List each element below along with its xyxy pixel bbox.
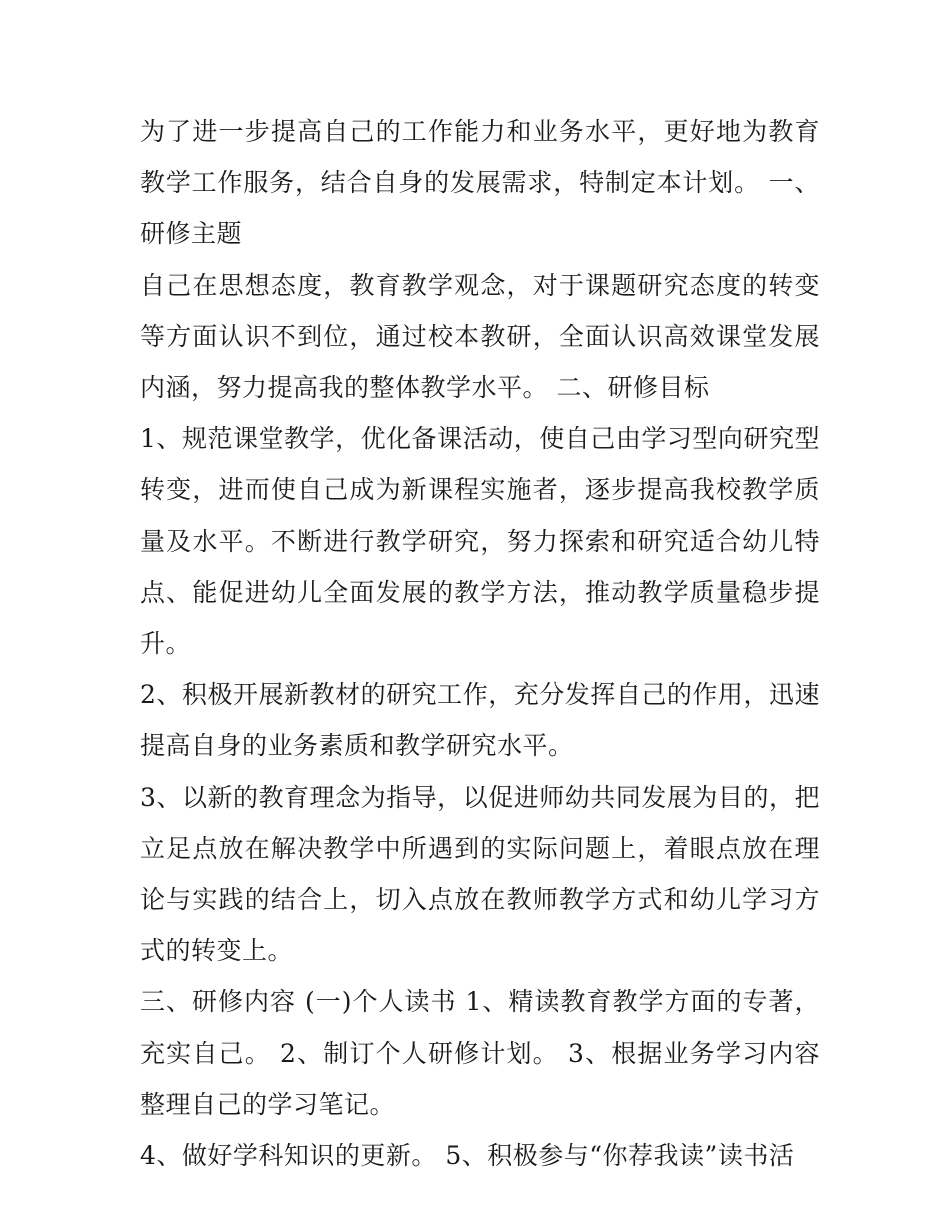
paragraph-goal-2: 2、积极开展新教材的研究工作，充分发挥自己的作用，迅速提高自身的业务素质和教学研究水平。	[140, 680, 820, 761]
paragraph-content: 三、研修内容 (一)个人读书 1、精读教育教学方面的专著，充实自己。 2、制订个人研修计划。 3、根据业务学习内容整理自己的学习笔记。	[140, 987, 820, 1119]
paragraph-topic: 自己在思想态度，教育教学观念，对于课题研究态度的转变等方面认识不到位，通过校本教研，全面认识高效课堂发展内涵，努力提高我的整体教学水平。 二、研修目标	[140, 270, 820, 403]
document-body	[140, 106, 820, 1181]
paragraph-goal-3: 3、以新的教育理念为指导，以促进师幼共同发展为目的，把立足点放在解决教学中所遇到的实际问题上，着眼点放在理论与实践的结合上，切入点放在教师教学方式和幼儿学习方式的转变上。	[140, 782, 820, 966]
paragraph-intro: 为了进一步提高自己的工作能力和业务水平，更好地为教育教学工作服务，结合自身的发展需求，特制定本计划。 一、研修主题	[140, 117, 820, 249]
paragraph-goal-1: 1、规范课堂教学，优化备课活动，使自己由学习型向研究型转变，进而使自己成为新课程实施者，逐步提高我校教学质量及水平。不断进行教学研究，努力探索和研究适合幼儿特点、能促进幼儿全面发展的教学方法，推动教学质量稳步提升。	[140, 424, 820, 659]
paragraph-content-continued: 4、做好学科知识的更新。 5、积极参与“你荐我读”读书活	[140, 1141, 795, 1171]
